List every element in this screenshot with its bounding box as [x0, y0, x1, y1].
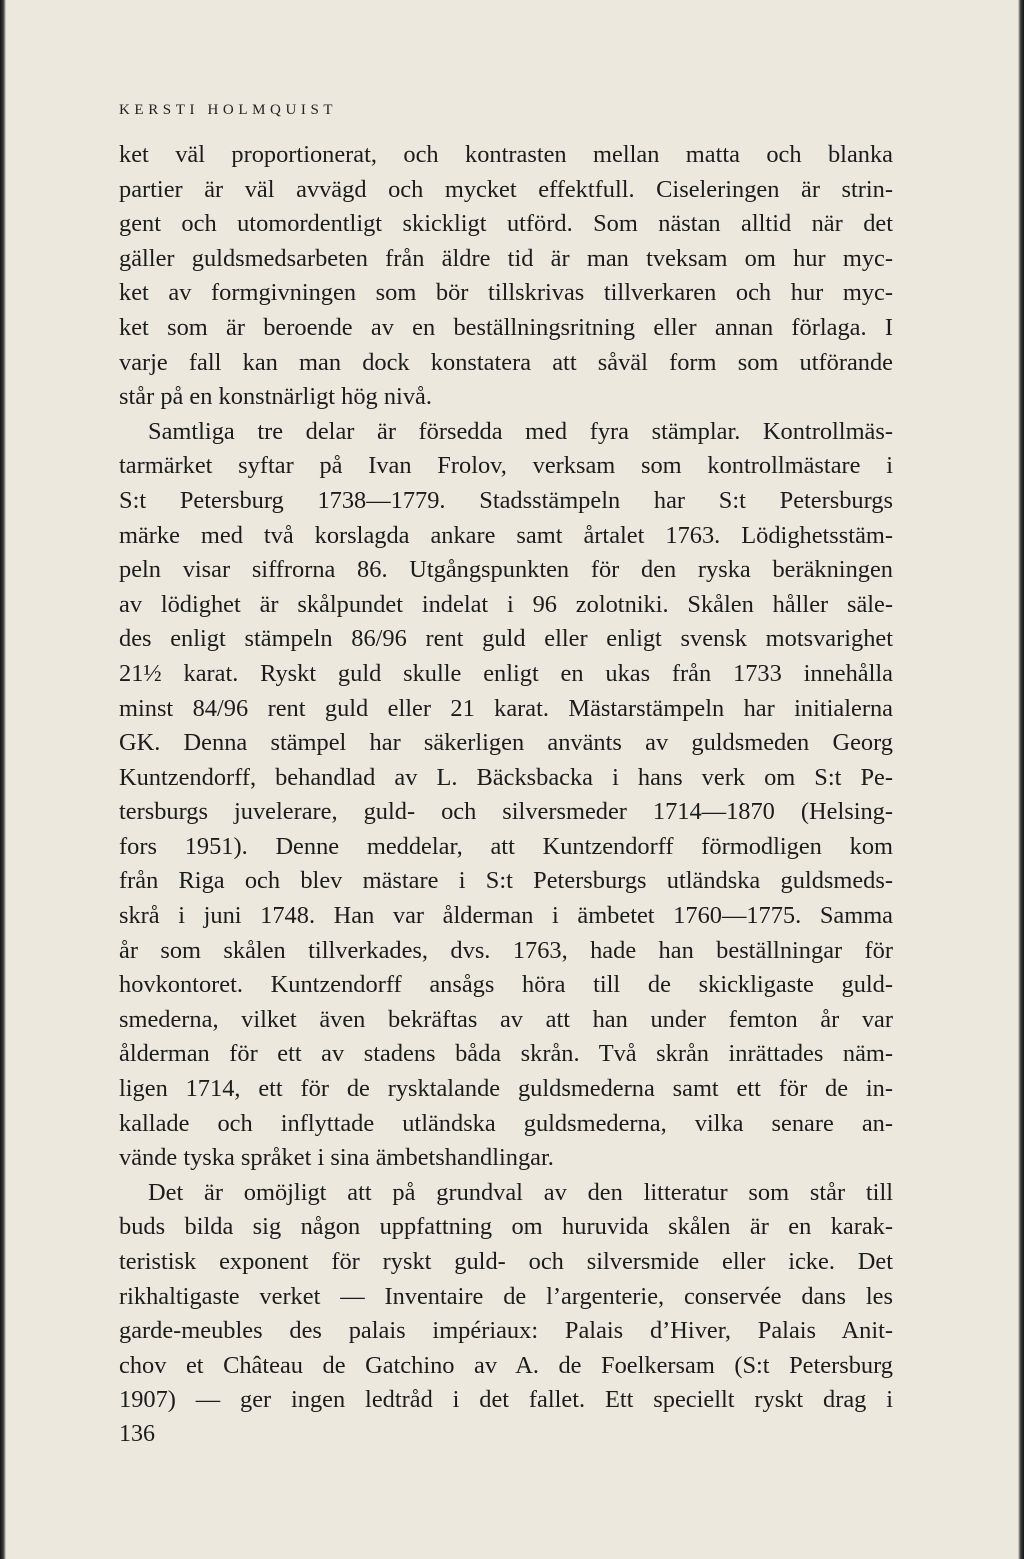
- text-line: rikhaltigaste verket — Inventaire de l’argenterie, conservée dans les: [119, 1282, 893, 1310]
- text-line: des enligt stämpeln 86/96 rent guld eller enligt svensk motsvarighet: [119, 625, 893, 653]
- text-line: ålderman för ett av stadens båda skrån. Två skrån inrättades näm-: [119, 1040, 893, 1068]
- page-number: 136: [119, 1421, 155, 1447]
- text-line: år som skålen tillverkades, dvs. 1763, hade han beställningar för: [119, 936, 893, 964]
- text-line: varje fall kan man dock konstatera att såväl form som utförande: [119, 348, 893, 376]
- text-line: 21½ karat. Ryskt guld skulle enligt en ukas från 1733 innehålla: [119, 659, 893, 687]
- text-line: Det är omöjligt att på grundval av den litteratur som står till: [148, 1178, 893, 1206]
- text-line: ket väl proportionerat, och kontrasten mellan matta och blanka: [119, 141, 893, 168]
- text-line: av lödighet är skålpundet indelat i 96 zolotniki. Skålen håller säle-: [119, 590, 893, 618]
- paragraph: [119, 415, 893, 1176]
- text-line: tersburgs juvelerare, guld- och silversmeder 1714—1870 (Helsing-: [119, 798, 893, 826]
- text-line: Samtliga tre delar är försedda med fyra stämplar. Kontrollmäs-: [148, 417, 893, 445]
- text-line: S:t Petersburg 1738—1779. Stadsstämpeln har S:t Petersburgs: [119, 486, 893, 514]
- text-line: smederna, vilket även bekräftas av att han under femton år var: [119, 1005, 893, 1033]
- text-line: ligen 1714, ett för de rysktalande guldsmederna samt ett för de in-: [119, 1075, 893, 1103]
- page-left-edge: [0, 0, 6, 1559]
- text-line: kallade och inflyttade utländska guldsmederna, vilka senare an-: [119, 1109, 893, 1137]
- text-line: gent och utomordentligt skickligt utförd. Som nästan alltid när det: [119, 210, 893, 238]
- text-line: partier är väl avvägd och mycket effektfull. Ciseleringen är strin-: [119, 175, 893, 203]
- text-line: 1907) — ger ingen ledtråd i det fallet. Ett speciellt ryskt drag i: [119, 1386, 893, 1414]
- text-line: ket som är beroende av en beställningsritning eller annan förlaga. I: [119, 313, 893, 341]
- text-line: står på en konstnärligt hög nivå.: [119, 383, 432, 411]
- paragraph: [119, 138, 893, 415]
- running-head: KERSTI HOLMQUIST: [119, 102, 338, 118]
- body-text: [119, 138, 893, 1418]
- text-line: tarmärket syftar på Ivan Frolov, verksam som kontrollmästare i: [119, 452, 893, 480]
- page-right-edge: [1018, 0, 1024, 1559]
- text-line: märke med två korslagda ankare samt årtalet 1763. Lödighetsstäm-: [119, 521, 893, 549]
- text-line: peln visar siffrorna 86. Utgångspunkten för den ryska beräkningen: [119, 556, 893, 584]
- text-line: skrå i juni 1748. Han var ålderman i ämbetet 1760—1775. Samma: [119, 902, 893, 930]
- text-line: garde-meubles des palais impériaux: Palais d’Hiver, Palais Anit-: [119, 1317, 893, 1345]
- text-line: fors 1951). Denne meddelar, att Kuntzendorff förmodligen kom: [119, 832, 893, 860]
- text-line: buds bilda sig någon uppfattning om huruvida skålen är en karak-: [119, 1213, 893, 1241]
- text-line: minst 84/96 rent guld eller 21 karat. Mästarstämpeln har initialerna: [119, 694, 893, 722]
- text-line: ket av formgivningen som bör tillskrivas tillverkaren och hur myc-: [119, 279, 893, 307]
- text-line: vände tyska språket i sina ämbetshandlingar.: [119, 1144, 554, 1172]
- text-line: gäller guldsmedsarbeten från äldre tid är man tveksam om hur myc-: [119, 244, 893, 272]
- text-line: Kuntzendorff, behandlad av L. Bäcksbacka i hans verk om S:t Pe-: [119, 763, 893, 791]
- text-line: teristisk exponent för ryskt guld- och silversmide eller icke. Det: [119, 1248, 893, 1275]
- text-line: GK. Denna stämpel har säkerligen använts av guldsmeden Georg: [119, 729, 893, 757]
- text-line: hovkontoret. Kuntzendorff ansågs höra till de skickligaste guld-: [119, 971, 893, 999]
- text-line: chov et Château de Gatchino av A. de Foelkersam (S:t Petersburg: [119, 1351, 893, 1379]
- text-line: från Riga och blev mästare i S:t Petersburgs utländska guldsmeds-: [119, 867, 893, 895]
- paragraph: [119, 1176, 893, 1418]
